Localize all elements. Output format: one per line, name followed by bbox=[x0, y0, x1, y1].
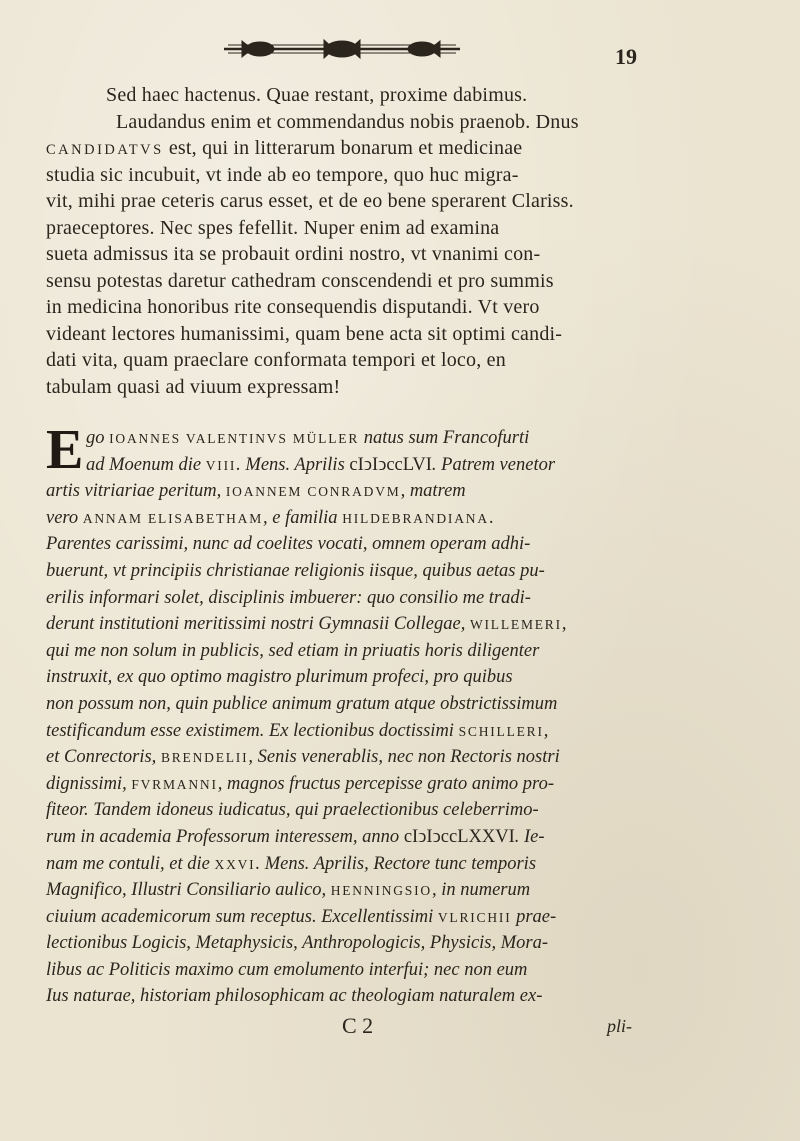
vita-text: libus ac Politicis maximo cum emolumento interfui; nec non eum bbox=[46, 959, 528, 980]
vita-text: derunt institutioni meritissimi nostri Gymnasii Collegae, bbox=[46, 614, 470, 635]
vita-text: . Ie- bbox=[514, 826, 545, 847]
vita-text: ciuium academicorum sum receptus. Excellentissimi bbox=[46, 906, 438, 927]
candidate-name: CANDIDATVS bbox=[46, 142, 164, 158]
intro-line: sueta admissus ita se probauit ordini nostro, vt vnanimi con- bbox=[46, 243, 541, 265]
vita-line bbox=[46, 611, 658, 638]
vita-text: , e familia bbox=[263, 507, 343, 528]
intro-line: in medicina honoribus rite consequendis disputandi. Vt vero bbox=[46, 296, 540, 318]
proper-name: IOANNEM CONRADVM bbox=[225, 484, 401, 500]
vita-text: , Senis venerablis, nec non Rectoris nostri bbox=[248, 747, 560, 768]
proper-name: ANNAM ELISABETHAM bbox=[82, 510, 264, 526]
vita-line bbox=[46, 851, 658, 878]
vita-text: , bbox=[561, 614, 567, 635]
intro-line: vit, mihi prae ceteris carus esset, et de eo bene sperarent Clariss. bbox=[46, 190, 574, 212]
catchword: pli- bbox=[607, 1016, 632, 1036]
vita-text: cIↄIↄccLVI bbox=[349, 454, 432, 475]
intro-line: praeceptores. Nec spes fefellit. Nuper enim ad examina bbox=[46, 216, 500, 239]
vita-line bbox=[46, 585, 658, 612]
vita-line bbox=[46, 638, 658, 665]
vita-text: , in numerum bbox=[431, 880, 531, 901]
vita-text: non possum non, quin publice animum gratum atque obstrictissimum bbox=[46, 693, 558, 714]
vita-line bbox=[46, 452, 658, 479]
vita-text: vero bbox=[46, 507, 83, 528]
proper-name: VLRICHII bbox=[437, 909, 512, 925]
intro-line: Laudandus enim et commendandus nobis praenob. Dnus bbox=[116, 110, 579, 133]
intro-line: sensu potestas daretur cathedram conscendendi et pro summis bbox=[46, 269, 554, 292]
header-ornament bbox=[222, 36, 462, 62]
intro-line: studia sic incubuit, vt inde ab eo tempore, quo huc migra- bbox=[46, 163, 519, 186]
vita-text: go bbox=[86, 428, 110, 448]
vita-text: Parentes carissimi, nunc ad coelites vocati, omnem operam adhi- bbox=[46, 534, 531, 555]
vita-line bbox=[46, 425, 658, 452]
vita-line bbox=[46, 744, 658, 771]
page-number: 19 bbox=[615, 44, 637, 69]
vita-text: . Patrem venetor bbox=[431, 454, 556, 475]
intro-line bbox=[46, 135, 656, 162]
vita-text: natus sum Francofurti bbox=[359, 428, 530, 448]
vita-text: lectionibus Logicis, Metaphysicis, Anthropologicis, Physicis, Mora- bbox=[46, 933, 549, 954]
proper-name: SCHILLERI bbox=[458, 723, 544, 739]
intro-paragraph bbox=[46, 82, 656, 400]
proper-name: HILDEBRANDIANA bbox=[342, 510, 489, 526]
vita-line bbox=[46, 691, 658, 718]
vita-line bbox=[46, 957, 658, 984]
proper-name: WILLEMERI bbox=[469, 617, 562, 633]
vita-text: testificandum esse existimem. Ex lectionibus doctissimi bbox=[46, 720, 459, 741]
vita-line bbox=[46, 558, 658, 585]
vita-text: , matrem bbox=[400, 481, 466, 502]
proper-name: BRENDELII bbox=[160, 750, 249, 766]
vita-line bbox=[46, 771, 658, 798]
proper-name: HENNINGSIO bbox=[330, 883, 432, 899]
vita-line bbox=[46, 478, 658, 505]
intro-line: dati vita, quam praeclare conformata tempori et loco, en bbox=[46, 349, 506, 371]
vita-text: ad Moenum die bbox=[86, 454, 206, 475]
vita-text: fiteor. Tandem idoneus iudicatus, qui praelectionibus celeberrimo- bbox=[46, 800, 539, 821]
intro-line: videant lectores humanissimi, quam bene acta sit optimi candi- bbox=[46, 322, 563, 345]
vita-text: , magnos fructus percepisse grato animo pro- bbox=[217, 773, 554, 794]
vita-line bbox=[46, 824, 658, 851]
vita-text: nam me contuli, et die bbox=[46, 853, 215, 874]
vita-line bbox=[46, 531, 658, 558]
vita-text: rum in academia Professorum interessem, anno bbox=[46, 826, 404, 847]
vita-line bbox=[46, 983, 658, 1010]
vita-text: dignissimi, bbox=[46, 773, 132, 794]
vita-text: Magnifico, Illustri Consiliario aulico, bbox=[46, 880, 331, 901]
vita-line bbox=[46, 718, 658, 745]
vita-text: , bbox=[543, 720, 549, 741]
intro-line: tabulam quasi ad viuum expressam! bbox=[46, 375, 341, 398]
drop-cap: E bbox=[46, 419, 84, 481]
signature-mark: C 2 bbox=[342, 1013, 374, 1038]
intro-line: Sed haec hactenus. Quae restant, proxime dabimus. bbox=[106, 84, 528, 106]
vita-text: qui me non solum in publicis, sed etiam in priuatis horis diligenter bbox=[46, 640, 540, 661]
vita-text: et Conrectoris, bbox=[46, 747, 161, 768]
vita-line bbox=[46, 930, 658, 957]
vita-text: Ius naturae, historiam philosophicam ac theologiam naturalem ex- bbox=[46, 986, 543, 1007]
proper-name: FVRMANNI bbox=[131, 776, 218, 792]
proper-name: IOANNES VALENTINVS MÜLLER bbox=[109, 431, 360, 446]
vita-line bbox=[46, 664, 658, 691]
vita-line bbox=[46, 904, 658, 931]
vita-text: . Mens. Aprilis, Rectore tunc temporis bbox=[255, 853, 537, 874]
vita-text: prae- bbox=[511, 906, 557, 927]
vita-text: buerunt, vt principiis christianae religionis iisque, quibus aetas pu- bbox=[46, 560, 545, 581]
vita-line bbox=[46, 797, 658, 824]
vita-text: . bbox=[488, 507, 494, 528]
vita-text: erilis informari solet, disciplinis imbuerer: quo consilio me tradi- bbox=[46, 587, 531, 608]
vita-text: cIↄIↄccLXXVI bbox=[403, 826, 515, 847]
vita-line bbox=[46, 877, 658, 904]
vita-paragraph bbox=[46, 419, 658, 1010]
vita-text: . Mens. Aprilis bbox=[236, 454, 350, 475]
vita-line bbox=[46, 505, 658, 532]
proper-name: XXVI bbox=[214, 856, 256, 872]
proper-name: VIII bbox=[205, 457, 237, 473]
vita-text: instruxit, ex quo optimo magistro plurimum profeci, pro quibus bbox=[46, 667, 513, 688]
vita-text: artis vitriariae peritum, bbox=[46, 481, 226, 502]
intro-text: est, qui in litterarum bonarum et medicinae bbox=[163, 137, 523, 159]
